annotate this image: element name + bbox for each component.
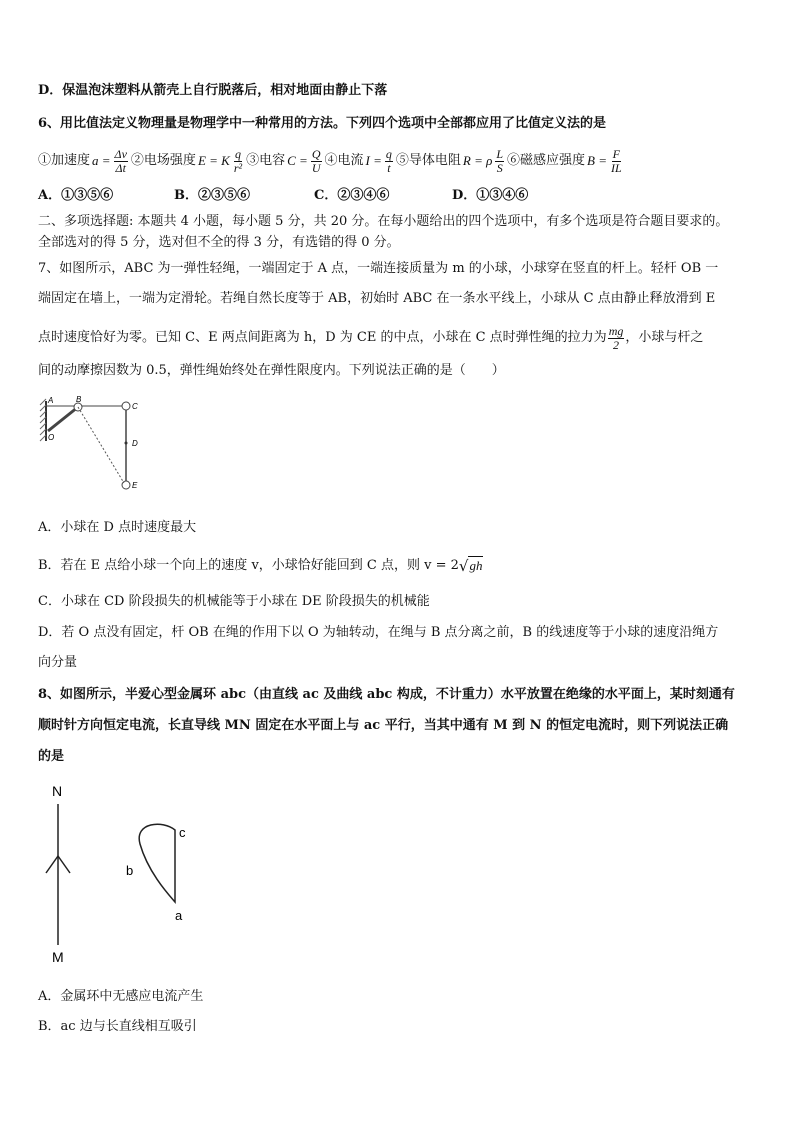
- q7-rope-be: [78, 407, 124, 483]
- q7-option-d-line2: 向分量: [38, 655, 78, 670]
- q6-item5-label: ⑤导体电阻: [395, 153, 461, 168]
- q8-stem-line1: 8、如图所示，半爱心型金属环 abc（由直线 ac 及曲线 abc 构成，不计重力）水平放置在绝缘的水平面上，某时刻通有: [38, 687, 735, 702]
- q7-label-e: E: [132, 481, 138, 490]
- q7-stem-line1: 7、如图所示，ABC 为一弹性轻绳，一端固定于 A 点，一端连接质量为 m 的小球，小球穿在竖直的杆上。轻杆 OB 一: [38, 261, 719, 276]
- q7-ball-e: [122, 481, 130, 489]
- q7-option-b: [38, 556, 483, 575]
- q6-item4-lhs: I =: [365, 153, 382, 168]
- q6-formula-row: [38, 144, 624, 178]
- q7-label-c: C: [132, 402, 138, 411]
- section2-line1: 二、多项选择题: 本题共 4 小题，每小题 5 分，共 20 分。在每小题给出的四个选项中，有多个选项是符合题目要求的。: [38, 214, 729, 229]
- q6-option-c: C．②③④⑥: [314, 188, 390, 203]
- q6-item3-lhs: C =: [287, 153, 308, 168]
- q6-item5-fraction: $\frac{L}{S}$: [496, 146, 504, 175]
- q8-option-a: A．金属环中无感应电流产生: [38, 989, 204, 1004]
- q6-item6-label: ⑥磁感应强度: [507, 153, 586, 168]
- q7-figure: [38, 393, 150, 497]
- q7-point-d: [125, 442, 128, 445]
- q6-item2-label: ②电场强度: [130, 153, 196, 168]
- q5-option-d: D．保温泡沫塑料从箭壳上自行脱落后，相对地面由静止下落: [38, 83, 388, 98]
- q8-stem-line2: 顺时针方向恒定电流，长直导线 MN 固定在水平面上与 ac 平行，当其中通有 M 到 N 的恒定电流时，则下列说法正确: [38, 718, 729, 733]
- q8-label-b: b: [126, 863, 134, 878]
- q6-item3-label: ③电容: [246, 153, 286, 168]
- q8-stem-line3: 的是: [38, 749, 65, 764]
- q7-ball-c: [122, 402, 130, 410]
- q7-label-d: D: [132, 439, 138, 448]
- radical-sign: √: [458, 556, 469, 575]
- q6-item2-lhs: E = K: [197, 153, 230, 168]
- q6-item2-fraction: $\frac{q}{\text{r²}}$: [233, 146, 243, 175]
- q6-item1-fraction: $\frac{\Delta v}{\Delta t}$: [114, 146, 127, 175]
- q7-option-b-radicand: gh: [469, 558, 483, 573]
- q7-label-o: O: [48, 433, 55, 442]
- q6-item1-label: ①加速度: [38, 153, 91, 168]
- q8-label-m: M: [52, 949, 64, 965]
- q6-item1-lhs: a =: [92, 153, 111, 168]
- q7-label-a: A: [48, 396, 54, 405]
- q6-option-b: B．②③⑤⑥: [174, 188, 250, 203]
- q6-item6-fraction: $\frac{F}{IL}$: [611, 146, 622, 175]
- q8-metal-ring: [139, 824, 175, 902]
- q6-option-d: D．①③④⑥: [452, 188, 529, 203]
- q6-option-a: A．①③⑤⑥: [38, 188, 114, 203]
- q7-tension-fraction: $\frac{mg}{2}$: [608, 323, 624, 352]
- q7-stem-line4: 间的动摩擦因数为 0.5，弹性绳始终处在弹性限度内。下列说法正确的是（ ）: [38, 363, 505, 378]
- q6-item6-lhs: B =: [587, 153, 608, 168]
- q6-item3-fraction: $\frac{Q}{U}$: [311, 146, 321, 175]
- q7-option-d-line1: D．若 O 点没有固定，杆 OB 在绳的作用下以 O 为轴转动，在绳与 B 点分离之前，B 的线速度等于小球的速度沿绳方: [38, 625, 719, 640]
- section2-line2: 全部选对的得 5 分，选对但不全的得 3 分，有选错的得 0 分。: [38, 235, 400, 250]
- q8-option-b: B．ac 边与长直线相互吸引: [38, 1019, 197, 1034]
- q7-rod-ob: [48, 407, 78, 431]
- q6-item4-label: ④电流: [324, 153, 364, 168]
- q7-stem-line2: 端固定在墙上，一端为定滑轮。若绳自然长度等于 AB，初始时 ABC 在一条水平线上，小球从 C 点由静止释放滑到 E: [38, 291, 716, 306]
- q7-option-c: C．小球在 CD 阶段损失的机械能等于小球在 DE 阶段损失的机械能: [38, 594, 430, 609]
- q8-label-a: a: [175, 908, 183, 923]
- q8-label-n: N: [52, 783, 63, 799]
- q7-option-a: A．小球在 D 点时速度最大: [38, 520, 197, 535]
- q6-item5-lhs: R = ρ: [462, 153, 493, 168]
- q8-label-c: c: [179, 825, 186, 840]
- q7-option-b-text: B．若在 E 点给小球一个向上的速度 v，小球恰好能回到 C 点，则 v = 2: [38, 557, 459, 573]
- q7-stem-line3-text: 点时速度恰好为零。已知 C、E 两点间距离为 h，D 为 CE 的中点，小球在 C 点时弹性绳的拉力为: [38, 330, 607, 345]
- q7-label-b: B: [76, 395, 82, 404]
- q7-stem-line3-tail: ，小球与杆之: [625, 330, 704, 345]
- q8-figure: [38, 780, 208, 965]
- q6-item4-fraction: $\frac{q}{t}$: [385, 146, 392, 175]
- q6-stem: 6、用比值法定义物理量是物理学中一种常用的方法。下列四个选项中全部都应用了比值定义法的是: [38, 116, 607, 131]
- q7-stem-line3: [38, 320, 703, 356]
